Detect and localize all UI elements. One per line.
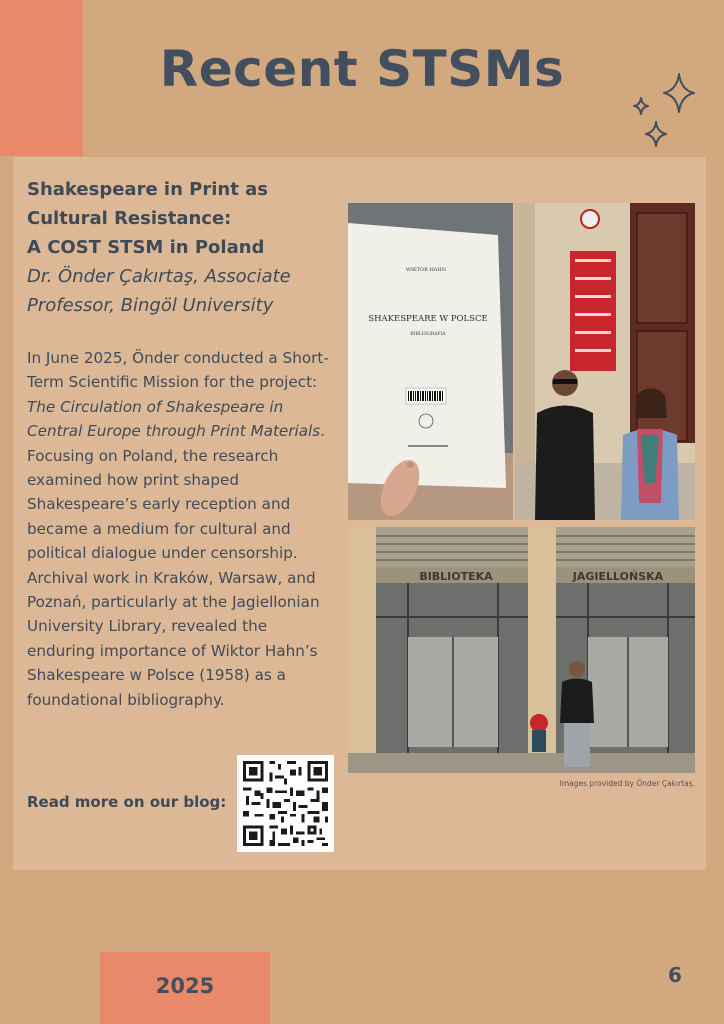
sparkle-small-icon bbox=[634, 98, 648, 114]
sparkle-icons bbox=[624, 70, 704, 152]
body-rest: . Focusing on Poland, the research examined how print shaped Shakespeare’s early reception and became a medium for cultural and political dialogue under censorship. Archival work in Kraków, Warsaw, and Poznań, particularly at the Jagiellonian University Library, revealed the enduring importance of Wiktor Hahn’s Shakespeare w Polsce (1958) as a foundational bibliography. bbox=[27, 422, 326, 709]
article-title-line: A COST STSM in Poland bbox=[27, 237, 265, 258]
library-sign-right: JAGIELLOŃSKA bbox=[572, 570, 664, 583]
library-sign-left: BIBLIOTEKA bbox=[419, 570, 493, 583]
page-number: 6 bbox=[668, 963, 682, 987]
author-line: Professor, Bingöl University bbox=[27, 295, 274, 316]
article-card bbox=[13, 157, 706, 870]
article-author bbox=[27, 262, 347, 320]
photo-researchers-at-entrance bbox=[515, 203, 695, 520]
page-title: Recent STSMs bbox=[159, 40, 565, 98]
footer-year: 2025 bbox=[155, 974, 215, 998]
article-title-line: Shakespeare in Print as bbox=[27, 179, 268, 200]
book-author: WIKTOR HAHN bbox=[405, 267, 447, 273]
blog-link-label: Read more on our blog: bbox=[27, 793, 227, 811]
photo-jagiellonian-library bbox=[348, 527, 695, 773]
photo-book-title-page bbox=[348, 203, 513, 520]
book-title: SHAKESPEARE W POLSCE bbox=[368, 314, 488, 324]
article-body bbox=[27, 346, 339, 712]
qr-code[interactable] bbox=[237, 755, 334, 852]
sparkle-large-icon bbox=[664, 74, 694, 112]
article-title bbox=[27, 175, 347, 262]
body-project-title: The Circulation of Shakespeare in Central Europe through Print Materials bbox=[27, 397, 321, 441]
body-intro: In June 2025, Önder conducted a Short-Term Scientific Mission for the project: bbox=[27, 349, 329, 392]
book-subtitle: BIBLIOGRAFIA bbox=[410, 332, 446, 337]
sparkle-medium-icon bbox=[646, 122, 666, 146]
article-title-line: Cultural Resistance: bbox=[27, 208, 232, 229]
author-line: Dr. Önder Çakırtaş, Associate bbox=[27, 266, 291, 287]
image-credit: Images provided by Önder Çakırtaş. bbox=[559, 779, 695, 788]
